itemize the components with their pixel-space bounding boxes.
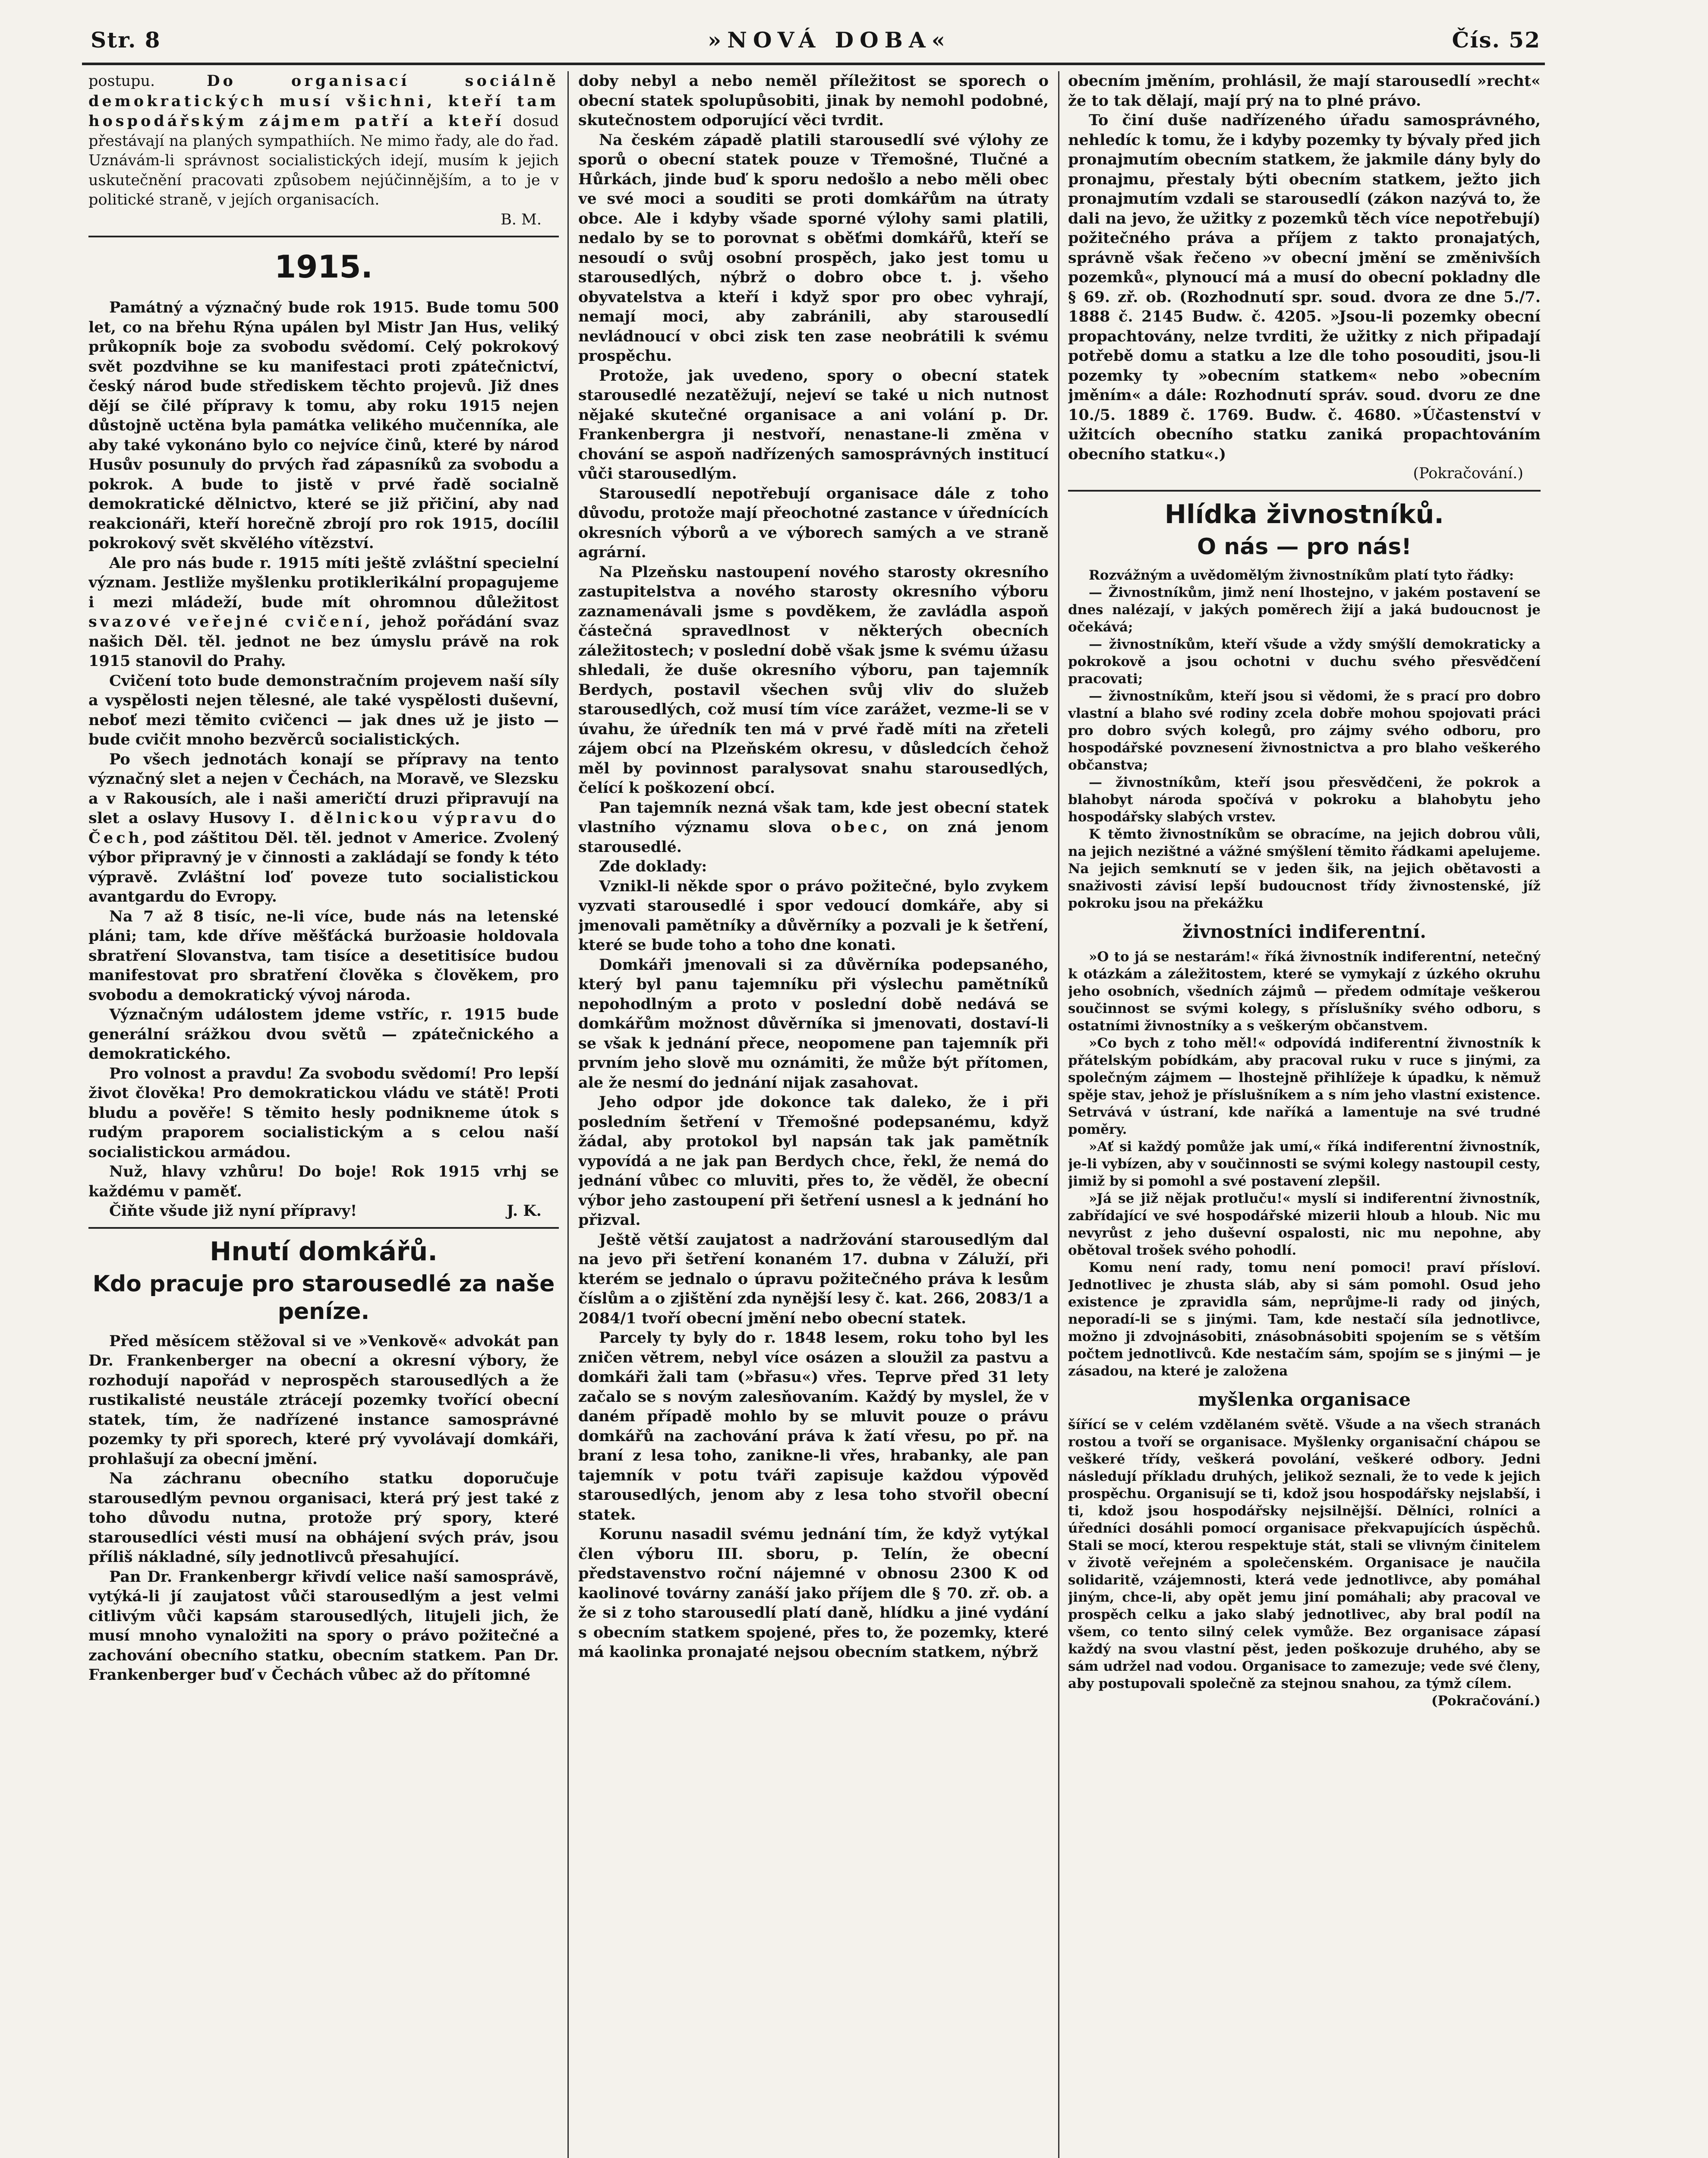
newspaper-page — [82, 24, 1545, 2158]
section-heading: živnostníci indiferentní. — [1182, 921, 1426, 942]
article-heading-1915: 1915. — [274, 249, 373, 285]
column-3 — [1068, 71, 1541, 2158]
section-heading: myšlenka organisace — [1197, 1388, 1411, 1410]
article-body — [1068, 567, 1541, 1709]
divider — [1068, 490, 1541, 492]
author-signature: J. K. — [507, 1202, 542, 1220]
paragraph: šířící se v celém vzdělaném světě. Všude a na všech stranách rostou a tvoří se organisace. Myšlenky organisační chápou se veškeré třídy, veškerá povolání, veškeré odbory. Jedni následují příkladu druhých, jelikož seznali, že to vede k jejich prospěchu. Organisují se ti, kdož jsou hospodářsky nejslabší, i ti, kdož jsou hospodářsky nejsilnější. Dělníci, rolníci a úředníci dosáhli pomocí organisace překvapujících úspěchů. Stali se mocí, kterou respektuje stát, stali se vlivným činitelem v životě veřejném a společenském. Organisace je naučila solidaritě, vzájemnosti, která vede jednotlivce, aby pomáhal jiným, chce-li, aby opět jemu jiní pomáhali; aby pracoval ve prospěch celku a jako slabý jednotlivec, aby bral podíl na všem, co tento silný celek vymůže. Bez organisace zápasí každý na svou vlastní pěst, jeden poškozuje druhého, aby se sám udržel nad vodou. Organisace to zamezuje; vede své členy, aby postupovali společně za stejnou snahou, za týmž cílem. (Pokračování.) — [1068, 1417, 1541, 1709]
paragraph: Starousedlí nepotřebují organisace dále z toho důvodu, protože mají přeochotné zastance v úřednících okresních výborů a ve výborech samých a ve straně agrární. — [578, 484, 1049, 561]
paragraph: — živnostníkům, kteří jsou si vědomi, že s prací pro dobro vlastní a blaho své rodiny zcela dobře mohou spojovati práci pro dobro svých kolegů, pro zájmy svého odboru, pro hospodářské povznesení živnostnictva a pro blaho veškerého občanstva; — [1068, 688, 1541, 773]
paragraph: Před měsícem stěžoval si ve »Venkově« advokát pan Dr. Frankenberger na obecní a okresní výbory, že rozhodují napořád v neprospěch starousedlých a že rustikalisté neustále ztrácejí pozemky tvořící obecní statek, tím, že nadřízené instance samosprávné pozemky ty při sporech, které prý vyvolávají domkáři, prohlašují za obecní jmění. — [88, 1332, 559, 1468]
paragraph: Pan tajemník nezná však tam, kde jest obecní statek vlastního významu slova obec, on zná jenom starousedlé. — [578, 798, 1049, 856]
paragraph: »Já se již nějak protluču!« myslí si indiferentní živnostník, zabřídající ve své hospodářské mizerii hloub a hloub. Nic mu nevyrůst z jeho duševní ospalosti, nic mu nepohne, aby obětoval trošek svého pohodlí. — [1068, 1190, 1541, 1258]
page-header — [82, 24, 1545, 65]
paragraph: Parcely ty byly do r. 1848 lesem, roku toho byl les zničen větrem, nebyl více osázen a sloužil za pastvu a domkáři žali tam (»břasu«) vřes. Teprve před 31 lety začalo se s novým zalesňovaním. Každý by myslel, že v daném případě mohlo by se mluvit pouze o právu domkářů na zachování práva k žatí vřesu, po př. na braní z lesa toho, zanikne-li vřes, hrabanky, ale pan tajemník v potu tváři zapisuje každou výpověď starousedlých, jenom aby z lesa toho stvořil obecní statek. — [578, 1329, 1049, 1524]
paragraph: — živnostníkům, kteří všude a vždy smýšlí demokraticky a pokrokově a jsou ochotni v duchu svého přesvědčení pracovati; — [1068, 636, 1541, 687]
paragraph: Zde doklady: — [599, 858, 707, 875]
paragraph: K těmto živnostníkům se obracíme, na jejich dobrou vůli, na jejich nezištné a vážné smýšlení těmito řádkami apelujeme. Na jejich semknutí se v jeden šik, na jejich obětavosti a snaživosti závisí lepší budoucnost třídy živnostenské, jíž pokroku jsou na překážku — [1068, 826, 1541, 911]
column-rule — [567, 71, 569, 2158]
paragraph: Čiňte všude již nyní přípravy! J. K. — [88, 1201, 559, 1221]
paragraph: Korunu nasadil svému jednání tím, že když vytýkal člen výboru III. sboru, p. Telín, že obecní představenstvo roční nájemné v obnosu 2300 K od kaolinové továrny zanáší jako příjem dle § 70. zř. ob. a že si z toho starousedlí platí daně, hlídku a jiné vydání s obecním statkem spojené, přes to, že pozemky, které má kaolinka pronajaté nejsou obecním statkem, nýbrž — [578, 1525, 1049, 1661]
page-number: Str. 8 — [91, 27, 161, 53]
paragraph: »O to já se nestarám!« říká živnostník indiferentní, netečný k otázkám a záležitostem, které se vymykají z úzkého okruhu jeho osobních, všedních zájmů — předem odmítaje veškerou součinnost se svými kolegy, s příslušníky svého odboru, s ostatními živnostníky a s veškerým občanstvem. — [1068, 949, 1541, 1034]
paragraph: Ještě větší zaujatost a nadržování starousedlým dal na jevo při šetření konaném 17. dubna v Záluží, při kterém se jednalo o úpravu požitečného práva k lesům číslům a o zjištění zda nynější lesy č. kat. 266, 2083/1 a 2084/1 tvoří obecní jmění nebo obecní statek. — [578, 1230, 1049, 1327]
paragraph: Komu není rady, tomu není pomoci! praví přísloví. Jednotlivec je zhusta sláb, aby si sám pomohl. Osud jeho existence je zpravidla sám, neprůjme-li rady od jiných, neporadí-li se s jinými. Tam, kde nestačí síla jednotlivce, možno ji zdvojnásobiti, znásobnásobiti spojením se s větším počtem jednotlivců. Kde nestačím sám, spojím se s jinými — je zásadou, na které je založena — [1068, 1259, 1541, 1379]
paragraph: »Ať si každý pomůže jak umí,« říká indiferentní živnostník, je-li vybízen, aby v součinnosti se svými kolegy nastoupil cesty, jimiž by si pomohl a své postavení zlepšil. — [1068, 1139, 1541, 1189]
paragraph: — živnostníkům, kteří jsou přesvědčeni, že pokrok a blahobyt národa spočívá v pokroku a blahobytu jeho hospodářsky slabých vrstev. — [1068, 774, 1541, 825]
paragraph: Vznikl-li někde spor o právo požitečné, bylo zvykem vyzvati starousedlé i spor vedoucí domkáře, aby si jmenovali pamětníky a důvěrníky a pozvali je k šetření, které se bude toho a toho dne konati. — [578, 877, 1049, 954]
continuation-note: (Pokračování.) — [1413, 465, 1523, 482]
paragraph: Protože, jak uvedeno, spory o obecní statek starousedlé nezatěžují, nejeví se také u nich nutnost nějaké skutečné organisace a ani volání p. Dr. Frankenbergra ji nestvoří, nenastane-li změna v chování se aspoň nadřízených samosprávných institucí vůči starousedlým. — [578, 366, 1049, 483]
paragraph: Na 7 až 8 tisíc, ne-li více, bude nás na letenské pláni; tam, kde dříve měšťácká buržoasie holdovala sbratření Slovanstva, tam tisíce a desetitisíce budou manifestovat pro sbratření člověka s člověkem, pro svobodu a demokratický vývoj národa. — [88, 907, 559, 1004]
paragraph: Na záchranu obecního statku doporučuje starousedlým pevnou organisaci, která prý jest také z toho důvodu nutna, protože prý spory, které starousedlíci vésti musí na obhájení svých práv, jsou příliš nákladné, síly jednotlivců přesahující. — [88, 1470, 559, 1566]
paragraph: To činí duše nadřízeného úřadu samosprávného, nehledíc k tomu, že i kdyby pozemky ty bývaly před jich pronajmutím obecním statkem, že jakmile dány byly do pronajmu, přestaly býti obecním statkem, ježto jich pronajmutím vzdali se starousedlí (zákon nazývá to, že dali na jevo, že užitky z pozemků těch více nepotřebují) požitečného práva a příjem z takto pronajatých, správně však řečeno »v obecní jmění se změnivších pozemků«, plynoucí má a musí do obecní pokladny dle § 69. zř. ob. (Rozhodnutí spr. soud. dvora ze dne 5./7. 1888 č. 2145 Budw. č. 4205. »Jsou-li pozemky obecní propachtovány, nelze tvrditi, že užitky z nich připadají potřebě domu a statku a lze dle toho posouditi, jsou-li pozemky ty »obecním statkem« nebo »obecním jměním« a dále: Rozhodnutí správ. soud. dvoru ze dne 10./5. 1889 č. 1769. Budw. č. 4680. »Účastenství v užitcích obecního statku zaniká propachtováním obecního statku«.) — [1068, 111, 1541, 463]
article-subheading: O nás — pro nás! — [1197, 533, 1412, 560]
paragraph: Význačným událostem jdeme vstříc, r. 1915 bude generální srážkou dvou světů — zpátečnického a demokratického. — [88, 1006, 559, 1063]
author-signature: B. M. — [501, 211, 542, 228]
paragraph: Nuž, hlavy vzhůru! Do boje! Rok 1915 vrhj se každému v paměť. — [88, 1163, 559, 1200]
column-2 — [578, 71, 1049, 2158]
divider — [88, 236, 559, 237]
divider — [88, 1227, 559, 1229]
paragraph: — Živnostníkům, jimž není lhostejno, v jakém postavení se dnes nalézají, v jakých poměrech žijí a jaká budoucnost je očekává; — [1068, 584, 1541, 635]
column-rule — [1058, 71, 1059, 2158]
article-heading-hnuti: Hnutí domkářů. — [210, 1236, 438, 1267]
issue-number: Čís. 52 — [1452, 27, 1541, 53]
paragraph: doby nebyl a nebo neměl příležitost se sporech o obecní statek spolupůsobiti, jinak by nemohl podobné, skutečnostem odporující věci tvrdit. — [578, 72, 1049, 129]
column-1 — [88, 71, 559, 2158]
article-heading-hlidka: Hlídka živnostníků. — [1164, 499, 1444, 530]
paragraph: »Co bych z toho měl!« odpovídá indiferentní živnostník k přátelským pobídkám, aby pracoval ruku v ruce s jinými, za společným zájmem — lhostejně přihlížeje k úpadku, k němuž spěje stav, jehož je příslušníkem a s ním jeho vlastní existence. Setrvává v ústraní, kde naříká a lamentuje na své trudné poměry. — [1068, 1035, 1541, 1137]
paragraph: Po všech jednotách konají se přípravy na tento význačný slet a nejen v Čechách, na Moravě, ve Slezsku a v Rakousích, ale i naši američtí druzi připravují na slet a oslavy Husovy I. dělnickou výpravu do Čech, pod záštitou Děl. těl. jednot v Americe. Zvolený výbor připravný je v činnosti a zakládají se fondy k této výpravě. Zvláštní loď poveze tuto socialistickou avantgardu do Evropy. — [88, 750, 559, 905]
paragraph: Pan Dr. Frankenbergr křivdí velice naší samosprávě, vytýká-li jí zaujatost vůči starousedlým a jest velmi citlivým vůči kapsám starousedlých, litujeli jich, že musí mnoho vynaložiti na spory o právo požitečné a zachování obecního statku, obecním statkem. Pan Dr. Frankenberger buď v Čechách vůbec až do přítomné — [88, 1568, 559, 1684]
paragraph: Domkáři jmenovali si za důvěrníka podepsaného, který byl panu tajemníku při výslechu pamětníků nepohodlným a proto v poslední době nedává se domkářům možnost důvěrníka si jmenovati, dostaví-li se však k jednání přece, neopomene pan tajemník při prvním jeho slově mu oznámiti, že může být přítomen, ale že nesmí do jednání nijak zasahovat. — [578, 956, 1049, 1092]
paragraph: Jeho odpor jde dokonce tak daleko, že i při posledním šetření v Třemošné podepsanému, když žádal, aby protokol byl napsán tak jak pamětník vypovídá a ne jak pan Berdych chce, řekl, že nemá do jednání vůbec co mluviti, přes to, že věděl, že obecní výbor jeho zastoupení při šetření usnesl a k jednání ho přizval. — [578, 1093, 1049, 1229]
article-subheading: Kdo pracuje pro starousedlé za naše peníze. — [92, 1271, 555, 1325]
continuation-note: (Pokračování.) — [1431, 1693, 1541, 1709]
paragraph: Cvičení toto bude demonstračním projevem naší síly a vyspělosti nejen tělesné, ale také vyspělosti duševní, neboť mezi těmito cvičenci — jak dnes už je jisto — bude cvičit mnoho bezvěrců socialistických. — [88, 672, 559, 748]
paragraph: Ale pro nás bude r. 1915 míti ještě zvláštní specielní význam. Jestliže myšlenku protiklerikální propagujeme i mezi mládeží, bude mít ohromnou důležitost svazové veřejné cvičení, jehož pořádání svaz našich Děl. těl. jednot ne bez úmyslu právě na rok 1915 stanovil do Prahy. — [88, 554, 559, 670]
paragraph: Pro volnost a pravdu! Za svobodu svědomí! Pro lepší život člověka! Pro demokratickou vládu ve státě! Proti bludu a pověře! S těmito hesly podnikneme útok s rudým praporem socialistickým a s celou naší socialistickou armádou. — [88, 1064, 559, 1161]
article-intro: postupu. Do organisací sociálně demokratických musí všichni, kteří tam hospodářským zájmem patří a kteří dosud přestávají na planých sympathiích. Ne mimo řady, ale do řad. Uznávám-li správnost socialistických idejí, musím k jejich uskutečnění pracovati způsobem nejúčinnějším, a to je v politické straně, v jejích organisacích. — [88, 72, 559, 208]
paragraph: Na českém západě platili starousedlí své výlohy ze sporů o obecní statek pouze v Třemošné, Tlučné a Hůrkách, jinde buď k sporu nedošlo a nebo měli obec ve své moci a souditi se proti domkářům na útraty obce. Ale i kdyby všade sporné výlohy sami platili, nedalo by se to porovnat s oběťmi domkářů, kteří se nesoudí o svůj osobní prospěch, jako jest tomu u starousedlých, nýbrž o dobro obce t. j. všeho obyvatelstva a kteří i když spor pro obec vyhrají, nemají moci, aby zabránili, aby starousedlí nevládnoucí v obci zisk ten zase neobrátili k svému prospěchu. — [578, 131, 1049, 365]
paragraph: Rozvážným a uvědomělým živnostníkům platí tyto řádky: — [1089, 567, 1514, 583]
paragraph: Památný a význačný bude rok 1915. Bude tomu 500 let, co na břehu Rýna upálen byl Mistr Jan Hus, veliký průkopník boje za svobodu svědomí. Celý pokrokový svět pozdvihne se ku manifestaci proti zpátečnictví, český národ bude střediskem těchto projevů. Již dnes dějí se čilé přípravy k tomu, aby roku 1915 nejen důstojně uctěna byla památka velikého mučenníka, ale aby také vykonáno bylo co nejvíce činů, které by národ Husův posunuly do prvých řad zápasníků za svobodu a pokrok. A bude to jistě v prvé řadě socialně demokratické dělnictvo, které se již přičiní, aby nad reakcionáři, kteří horečně zbrojí pro rok 1915, docílil pokrokový svět skvělého vítězství. — [88, 299, 559, 552]
paragraph: obecním jměním, prohlásil, že mají starousedlí »recht« že to tak dělají, mají prý na to plné právo. — [1068, 72, 1541, 110]
masthead-title: »NOVÁ DOBA« — [708, 27, 951, 53]
paragraph: Na Plzeňsku nastoupení nového starosty okresního zastupitelstva a nového starosty okresního výboru zaznamenávali jsme s povděkem, že zavládla aspoň částečná spravedlnost v některých obecních záležitostech; v poslední době však jsme k svému úžasu shledali, že duše okresního výboru, pan tajemník Berdych, postavil všechen svůj vliv do služeb starousedlých, což musí tím více zarážet, vezme-li se v úvahu, že úředník ten má v prvé řadě míti na zřeteli zájem obcí na Plzeňském okresu, v důsledcích čehož měl by povinnost paralysovat snahu starousedlých, čelící k poškození obcí. — [578, 563, 1049, 797]
